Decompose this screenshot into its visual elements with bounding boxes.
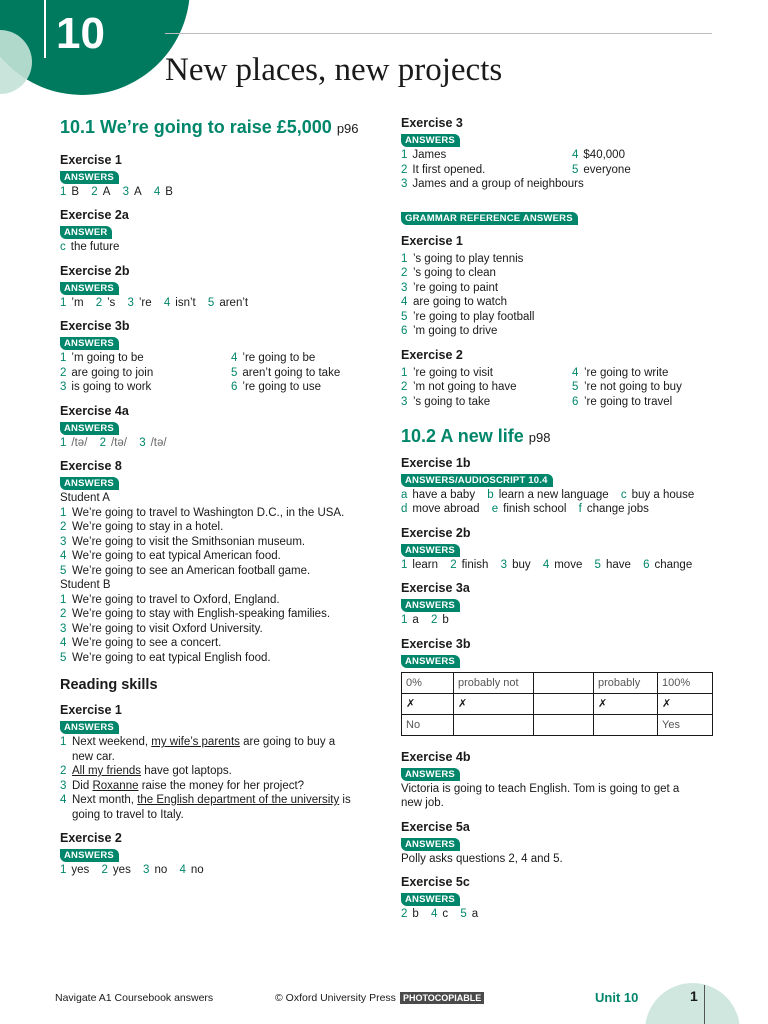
- answer-line: 2 We’re going to stay with English-speaking families.: [60, 608, 331, 620]
- answer-line: 2 We’re going to stay in a hotel.: [60, 521, 224, 533]
- answer-line: 4 We’re going to see a concert.: [60, 637, 222, 649]
- exercise-title: Exercise 1: [401, 233, 463, 248]
- answer-line: 3 ’re going to paint: [401, 281, 499, 294]
- answer-line: 4 Next month, the English department of the university is: [60, 794, 351, 806]
- unit-label: Unit 10: [595, 990, 639, 1005]
- answers-tag: ANSWERS: [60, 337, 119, 350]
- answer-line: 1 learn 2 finish 3 buy 4 move 5 have 6 change: [401, 558, 693, 571]
- exercise-title: Exercise 1: [60, 703, 122, 717]
- table-row: No Yes: [402, 714, 713, 735]
- exercise-title: Exercise 1: [60, 152, 122, 167]
- answers-audioscript-tag: ANSWERS/AUDIOSCRIPT 10.4: [401, 474, 553, 487]
- answer-line: 1 /tə/ 2 /tə/ 3 /tə/: [60, 436, 167, 449]
- answer-line: 4 are going to watch: [401, 296, 507, 308]
- answer-line: 1 We’re going to travel to Oxford, England.: [60, 593, 280, 606]
- answer-grid: 1 ’re going to visit 4 ’re going to write 2 ’m not going to have 5 ’re not going to buy 3 ’s going to take 6 ’re going to travel: [401, 366, 682, 408]
- exercise-title: Exercise 4a: [60, 403, 129, 418]
- answers-tag: ANSWERS: [401, 599, 460, 612]
- exercise-title: Exercise 2b: [60, 263, 130, 278]
- exercise-title: Exercise 3b: [60, 319, 130, 333]
- unit-number: 10: [56, 9, 105, 58]
- answers-tag: ANSWERS: [60, 849, 119, 862]
- answer-line: going to travel to Italy.: [72, 808, 184, 821]
- answer-line: 3 We’re going to visit Oxford University.: [60, 622, 263, 635]
- answer-grid: 1 James 4 $40,000 2 It first opened. 5 everyone: [401, 149, 631, 176]
- reading-skills-heading: Reading skills: [60, 677, 158, 693]
- right-column: [401, 116, 713, 922]
- exercise-title: Exercise 2b: [401, 525, 471, 540]
- exercise-title: Exercise 3: [401, 116, 463, 130]
- answer-line: 1 a 2 b: [401, 614, 449, 626]
- page-title: New places, new projects: [165, 52, 503, 88]
- answer-line: d move abroad e finish school f change jobs: [401, 503, 649, 515]
- answer-grid: 1 ’m going to be 4 ’re going to be 2 are going to join 5 aren’t going to take 3 is going to work 6 ’re going to use: [60, 352, 341, 393]
- exercise-title: Exercise 8: [60, 459, 122, 473]
- exercise-title: Exercise 5a: [401, 819, 470, 834]
- exercise-title: Exercise 4b: [401, 749, 471, 764]
- exercise-title: Exercise 2a: [60, 208, 129, 222]
- answers-tag: ANSWERS: [401, 893, 460, 906]
- answer-line: 1 Next weekend, my wife’s parents are going to buy a: [60, 736, 336, 748]
- answer-line: 3 Did Roxanne raise the money for her project?: [60, 779, 305, 792]
- grammar-reference-tag: GRAMMAR REFERENCE ANSWERS: [401, 212, 578, 225]
- answer-line: 1 yes 2 yes 3 no 4 no: [60, 864, 204, 876]
- book-title: Navigate A1 Coursebook answers: [55, 992, 214, 1004]
- exercise-title: Exercise 1b: [401, 455, 471, 470]
- answers-tag: ANSWERS: [401, 134, 460, 147]
- answers-tag: ANSWERS: [60, 171, 119, 184]
- answer-line: 6 ’m going to drive: [401, 325, 498, 337]
- answer-line: 1 ’s going to play tennis: [401, 252, 524, 265]
- answer-line: 4 We’re going to eat typical American food.: [60, 550, 281, 562]
- answer-line: Polly asks questions 2, 4 and 5.: [401, 852, 563, 865]
- student-label: Student B: [60, 579, 111, 591]
- footer-divider: [704, 985, 705, 1024]
- page-reference: p96: [336, 121, 359, 136]
- answer-line: 3 James and a group of neighbours: [401, 178, 584, 190]
- exercise-title: Exercise 2: [401, 347, 463, 362]
- answers-tag: ANSWERS: [401, 838, 460, 851]
- answer-line: 5 We’re going to eat typical English food.: [60, 651, 271, 664]
- page-number: 1: [690, 988, 698, 1004]
- student-label: Student A: [60, 492, 110, 504]
- answer-line: 2 All my friends have got laptops.: [60, 765, 232, 777]
- answer-line: 5 We’re going to see an American football game.: [60, 564, 311, 577]
- answers-tag: ANSWERS: [60, 282, 119, 295]
- table-row: ✗ ✗ ✗ ✗: [402, 693, 713, 714]
- answers-tag: ANSWERS: [401, 655, 460, 668]
- copyright: © Oxford University Press PHOTOCOPIABLE: [275, 992, 484, 1004]
- answers-tag: ANSWERS: [401, 544, 460, 557]
- badge-divider: [44, 0, 46, 58]
- answer-line: Victoria is going to teach English. Tom is going to get a: [401, 782, 680, 795]
- answer-line: 5 ’re going to play football: [401, 310, 535, 323]
- answer-line: 1 We’re going to travel to Washington D.C., in the USA.: [60, 506, 345, 519]
- answer-line: new car.: [72, 750, 115, 763]
- answer-line: 2 b 4 c 5 a: [401, 908, 479, 920]
- photocopiable-badge: PHOTOCOPIABLE: [400, 992, 484, 1004]
- answer-line: c the future: [60, 241, 120, 253]
- answer-line: 1 ’m 2 ’s 3 ’re 4 isn’t 5 aren’t: [60, 296, 249, 309]
- answers-tag: ANSWERS: [60, 422, 119, 435]
- section-heading-10-2: 10.2 A new life p98: [401, 426, 551, 446]
- answers-tag: ANSWERS: [60, 477, 119, 490]
- answer-line: 3 We’re going to visit the Smithsonian museum.: [60, 535, 306, 548]
- exercise-title: Exercise 2: [60, 831, 122, 845]
- header-rule: [165, 33, 712, 34]
- answers-tag: ANSWERS: [60, 721, 119, 734]
- section-heading-10-1: 10.1 We’re going to raise £5,000 p96: [60, 117, 359, 137]
- answer-tag: ANSWER: [60, 226, 112, 239]
- table-row: 0% probably not probably 100%: [402, 672, 713, 693]
- probability-table: [401, 672, 713, 736]
- answer-line: new job.: [401, 797, 444, 809]
- answer-line: a have a baby b learn a new language c buy a house: [401, 488, 695, 501]
- exercise-title: Exercise 3b: [401, 636, 471, 651]
- exercise-title: Exercise 3a: [401, 581, 470, 595]
- answer-line: 1 B 2 A 3 A 4 B: [60, 185, 173, 198]
- left-column: [60, 116, 370, 878]
- exercise-title: Exercise 5c: [401, 875, 470, 889]
- answers-tag: ANSWERS: [401, 768, 460, 781]
- page-reference: p98: [528, 430, 551, 445]
- answer-line: 2 ’s going to clean: [401, 267, 496, 279]
